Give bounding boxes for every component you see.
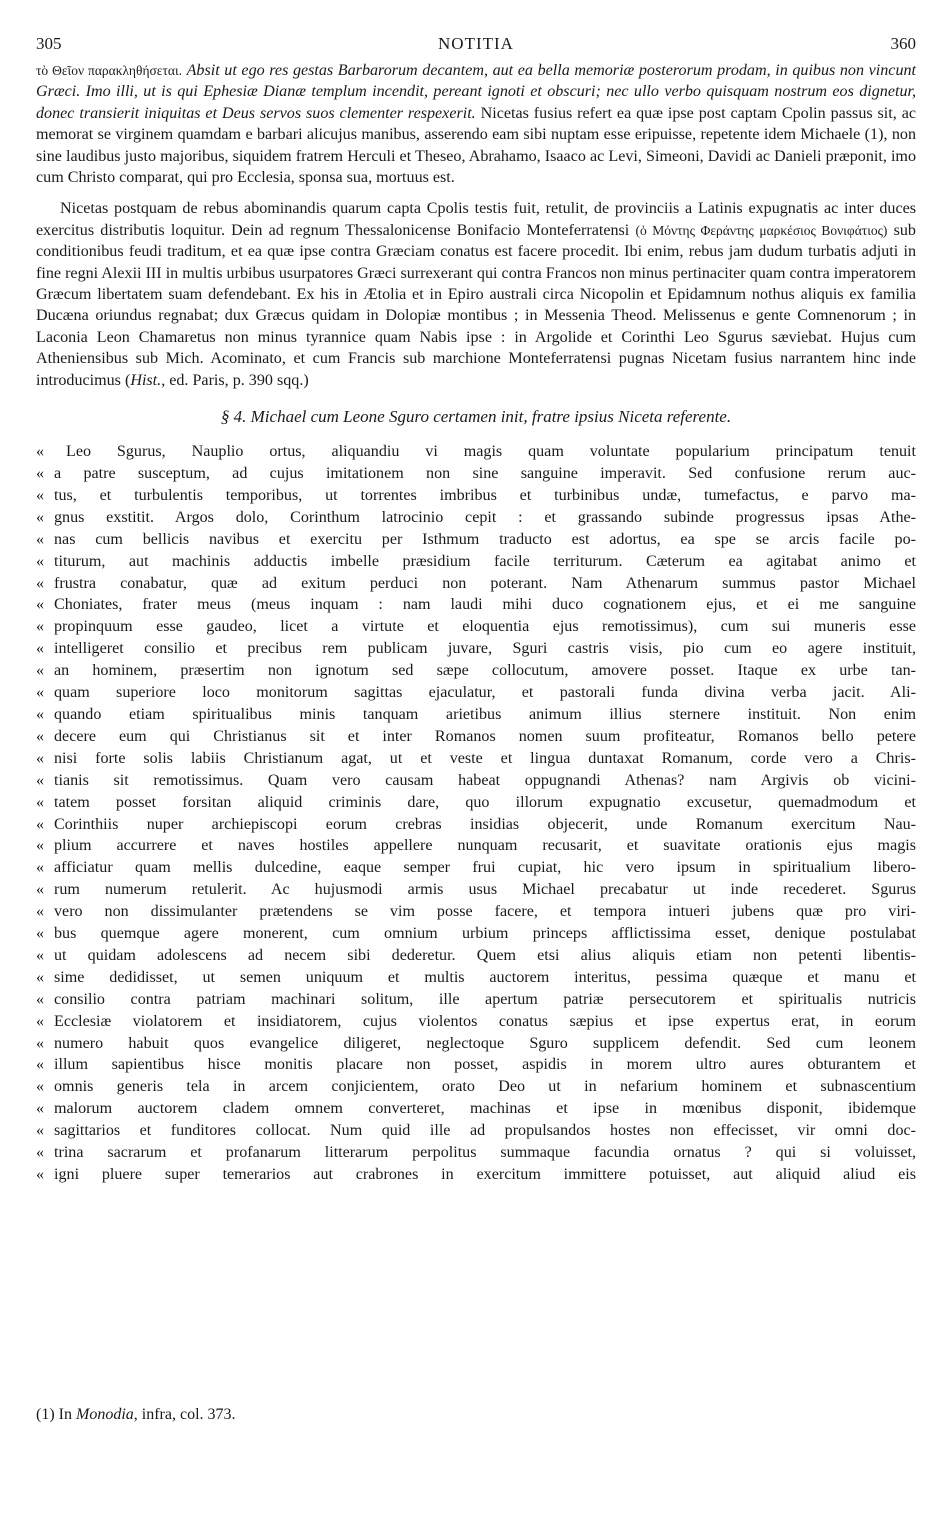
guillemet-mark: «: [36, 990, 45, 1008]
footnote: [36, 1406, 236, 1424]
quote-line-text: trina sacrarum et profanarum litterarum perpolitus summaque facundia ornatus ? qui si voluisset,: [54, 1144, 916, 1162]
guillemet-mark: «: [36, 771, 45, 789]
guillemet-mark: «: [36, 486, 45, 504]
guillemet-mark: «: [36, 903, 45, 921]
quote-line-text: plium accurrere et naves hostiles appellere nunquam recusarit, et suavitate orationis ejus magis: [54, 837, 916, 855]
guillemet-mark: «: [36, 946, 45, 964]
guillemet-mark: «: [36, 793, 45, 811]
quote-line-text: malorum auctorem cladem omnem converteret, machinas et ipse in mœnibus disponit, ibidemque: [54, 1100, 916, 1118]
guillemet-mark: «: [36, 749, 45, 767]
quote-line-text: frustra conabatur, quæ ad exitum perduci non poterant. Nam Athenarum summus pastor Michael: [54, 574, 916, 592]
guillemet-mark: «: [36, 705, 45, 723]
quote-line: [36, 485, 916, 507]
hist-reference: Hist.: [130, 371, 162, 389]
quote-line-text: Choniates, frater meus (meus inquam : nam laudi mihi duco cognationem ejus, et ei me sanguine: [54, 596, 916, 614]
quote-line: [36, 792, 916, 814]
quote-line: [36, 463, 916, 485]
quote-line-text: Ecclesiæ violatorem et insidiatorem, cujus violentos conatus sæpius et ipse expertus erat, in eorum: [54, 1012, 916, 1030]
quote-line: [36, 529, 916, 551]
quote-line-text: nas cum bellicis navibus et exercitu per Isthmum traducto est adortus, ea spe se arcis facile po-: [54, 530, 916, 548]
quote-line: [36, 945, 916, 967]
section-number: § 4.: [220, 407, 247, 427]
quote-line-text: sagittarios et funditores collocat. Num quid ille ad propulsandos hostes non effecisset, vir omni doc-: [54, 1122, 916, 1140]
guillemet-mark: «: [36, 968, 45, 986]
main-text: [36, 60, 916, 391]
italic-passage: Absit ut ego res gestas Barbarorum decantem, aut ea bella memoriæ posterorum prodam, in quibus non vincunt Græci. Imo illi, ut is qui Ephesiæ Dianæ templum incendit, pereant ignoti et obscuri; nec ullo verbo quisquam nostrum eos dignetur, donec transierit iniquitas et Deus servos suos clementer respexerit.: [36, 62, 917, 122]
guillemet-mark: «: [36, 1012, 45, 1030]
guillemet-mark: «: [36, 640, 45, 658]
guillemet-mark: «: [36, 662, 45, 680]
quote-line-text: consilio contra patriam machinari solitum, ille apertum patriæ persecutorem et spiritualis nutricis: [54, 990, 916, 1008]
section-title: Michael cum Leone Sguro certamen init, fratre ipsius Niceta referente.: [250, 407, 732, 427]
quote-line: [36, 726, 916, 748]
quote-line: [36, 660, 916, 682]
quote-line: [36, 1142, 916, 1164]
quote-line: [36, 1011, 916, 1033]
quote-line-text: afficiatur quam mellis dulcedine, eaque semper frui cupiat, hic vero ipsum in spiritualium libero-: [54, 859, 916, 877]
quote-line-text: quando etiam spiritualibus minis tanquam arietibus animum illius sternere instituit. Non enim: [54, 705, 916, 723]
guillemet-mark: «: [36, 925, 45, 943]
footnote-suffix: , infra, col. 373.: [133, 1406, 236, 1423]
quote-line: [36, 573, 916, 595]
quote-line: [36, 1076, 916, 1098]
quote-line-text: ut quidam adolescens ad necem sibi dederetur. Quem etsi alius aliquis etiam non petenti libentis-: [54, 946, 916, 964]
quote-line: [36, 638, 916, 660]
guillemet-mark: «: [36, 1056, 45, 1074]
quote-line: [36, 441, 916, 463]
quote-line: [36, 1098, 916, 1120]
quote-line-text: an hominem, præsertim non ignotum sed sæpe collocutum, amovere posset. Itaque ex urbe tan-: [54, 662, 916, 680]
running-header: [36, 34, 916, 58]
quote-line-text: omnis generis tela in arcem conjicientem, orato Deo ut in nefarium hominem et subnascentium: [54, 1078, 916, 1096]
para2-middle: sub conditionibus feudi traditum, et ea quæ ipse contra Græciam conatus est facere procedit. Ibi enim, rebus jam dudum turbatis adjuti in fine regni Alexii III in multis urbibus usurpatores Græci surrexerant qui contra Francos non minus pertinaciter quam contra imperatorem Græcum libertatem suam defendebant. Ex his in Ætolia et in Epiro australi circa Nicopolin et Epidamnum nothus aliquis ex familia Ducæna oriundus regnabat; dux Græcus quidam in Dolopiæ montibus ; in Messenia Theod. Melissenus e gente Comnenorum ; in Laconia Leon Chamaretus non minus tyrannice quam Nabis ipse : in Argolide et Corinthi Leo Sgurus sæviebat. Hujus cum Atheniensibus sub Mich. Acominato, et cum Francis sub marchione Monteferratensi pugnas Nicetam fusius narrantem hinc inde introducimus (: [36, 221, 916, 389]
guillemet-mark: «: [36, 1078, 45, 1096]
quote-line: [36, 1054, 916, 1076]
quote-line: [36, 770, 916, 792]
guillemet-mark: «: [36, 1166, 45, 1183]
quote-line: [36, 1120, 916, 1142]
guillemet-mark: «: [36, 443, 45, 461]
para2-before: Nicetas postquam de rebus abominandis quarum capta Cpolis testis fuit, retulit, de provinciis a Latinis expugnatis ac inter duces exercitus distributis loquitur. Dein ad regnum Thessalonicense Bonifacio Monteferratensi: [36, 200, 916, 239]
quote-line-text: illum sapientibus hisce monitis placare non posset, aspidis in morem ultro aures obturantem et: [54, 1056, 916, 1074]
quote-line-text: quam superiore loco monitorum sagittas ejaculatur, et pastorali funda divina verba jacit. Ali-: [54, 684, 916, 702]
quote-line-text: sime dedidisset, ut semen uniquum et multis auctorem interitus, pessima quæque et manu et: [54, 968, 916, 986]
guillemet-mark: «: [36, 837, 45, 855]
guillemet-mark: «: [36, 574, 45, 592]
quote-line: [36, 989, 916, 1011]
paragraph-2: [36, 198, 916, 391]
guillemet-mark: «: [36, 859, 45, 877]
footnote-work-title: Monodia: [75, 1406, 134, 1423]
quote-line-text: tatem posset forsitan aliquid criminis dare, quo illorum expugnatio excusetur, quemadmodum et: [54, 793, 916, 811]
guillemet-mark: «: [36, 552, 45, 570]
quote-line-text: numero habuit quos evangelice diligeret, neglectoque Sguro supplicem defendit. Sed cum leonem: [54, 1034, 916, 1052]
guillemet-mark: «: [36, 1034, 45, 1052]
quote-line-text: tianis sit remotissimus. Quam vero causam habeat oppugnandi Athenas? nam Argivis ob vicini-: [54, 771, 916, 789]
right-page-number: 360: [890, 34, 916, 53]
quote-line: [36, 594, 916, 616]
left-page-number: 305: [36, 34, 62, 53]
quote-line-text: vero non dissimulanter prætendens se vim posse facere, et tempora intueri jubens quæ pro viri-: [54, 903, 916, 921]
roman-passage: Nicetas fusius refert ea quæ ipse post captam Cpolin passus sit, ac memorat se virginem quamdam e barbari alicujus manibus, asserendo eam sibi nuptam esse eripuisse, repetente idem Michaele (1), non sine laudibus justo majoribus, siquidem fratrem Herculi et Theseo, Abrahamo, Isaaco ac Levi, Simeoni, Davidi ac Danieli præponit, imo cum Christo comparat, qui pro Ecclesia, sponsa sua, mortuus est.: [36, 104, 916, 187]
quote-line: [36, 1033, 916, 1055]
paragraph-1: [36, 60, 916, 188]
guillemet-mark: «: [36, 618, 45, 636]
guillemet-mark: «: [36, 1144, 45, 1162]
guillemet-mark: «: [36, 684, 45, 702]
quote-line-text: nisi forte solis labiis Christianum agat, ut et veste et lingua duntaxat Romanum, corde vero a Chris-: [54, 749, 916, 767]
quote-line: [36, 835, 916, 857]
guillemet-mark: «: [36, 530, 45, 548]
quote-line: [36, 901, 916, 923]
para2-after: , ed. Paris, p. 390 sqq.): [161, 371, 309, 389]
quote-line-text: igni pluere super temerarios aut crabrones in exercitum immittere potuisset, aut aliquid aliud eis: [54, 1166, 916, 1183]
quote-line-text: titurum, aut machinis adductis imbelle præsidium facile territurum. Cæterum ea agitabat animo et: [54, 552, 916, 570]
quote-line-text: bus quemque agere monerent, cum omnium urbium princeps afflictissima esset, denique postulabat: [54, 925, 916, 943]
guillemet-mark: «: [36, 815, 45, 833]
running-title: NOTITIA: [438, 34, 514, 53]
quote-line-text: decere eum qui Christianus sit et inter Romanos nomen suum profiteatur, Romanos bello petere: [54, 727, 916, 745]
quote-line-text: Corinthiis nuper archiepiscopi eorum crebras insidias objecerit, unde Romanum exercitum Nau-: [54, 815, 916, 833]
guillemet-mark: «: [36, 465, 45, 482]
quote-line-text: propinquum esse gaudeo, licet a virtute et eloquentia ejus remotissimus), cum sui muneris esse: [54, 618, 916, 636]
quote-line: [36, 748, 916, 770]
quote-line: [36, 923, 916, 945]
quote-line: [36, 551, 916, 573]
guillemet-mark: «: [36, 508, 45, 526]
quote-line: [36, 879, 916, 901]
quote-line-text: a patre susceptum, ad cujus imitationem non sine sanguine imperavit. Sed confusione rerum auc-: [54, 465, 916, 482]
quote-line: [36, 857, 916, 879]
section-heading: [36, 407, 916, 427]
quote-line-text: Leo Sgurus, Nauplio ortus, aliquandiu vi magis quam voluntate popularium principatum tenuit: [66, 443, 916, 461]
guillemet-mark: «: [36, 1122, 45, 1140]
guillemet-mark: «: [36, 1100, 45, 1118]
quote-line: [36, 1164, 916, 1186]
quote-line: [36, 682, 916, 704]
quote-line: [36, 814, 916, 836]
quote-line: [36, 616, 916, 638]
footnote-prefix: (1) In: [36, 1406, 76, 1423]
guillemet-mark: «: [36, 881, 45, 899]
quote-line-text: intelligeret consilio et precibus rem publicam juvare, Sguri castris visis, pio cum eo agere instituit,: [54, 640, 916, 658]
quote-line: [36, 967, 916, 989]
quote-line-text: rum numerum retulerit. Ac hujusmodi armis usus Michael precabatur ut inde recederet. Sgurus: [54, 881, 916, 899]
greek-phrase: τὸ Θεῖον παρακληθήσεται.: [36, 63, 182, 78]
guillemet-mark: «: [36, 727, 45, 745]
quote-line: [36, 507, 916, 529]
quote-line: [36, 704, 916, 726]
guillemet-mark: «: [36, 596, 45, 614]
quote-line-text: tus, et turbulentis temporibus, ut torrentes imbribus et turbinibus undæ, tumefactus, e parvo ma-: [54, 486, 916, 504]
greek-name: (ὁ Μόντης Φεράντης μαρκέσιος Βονιφάτιος): [635, 222, 888, 238]
quoted-passage: [36, 441, 916, 1186]
quote-line-text: gnus exstitit. Argos dolo, Corinthum latrocinio cepit : et grassando subinde progressus ipsas Athe-: [54, 508, 916, 526]
